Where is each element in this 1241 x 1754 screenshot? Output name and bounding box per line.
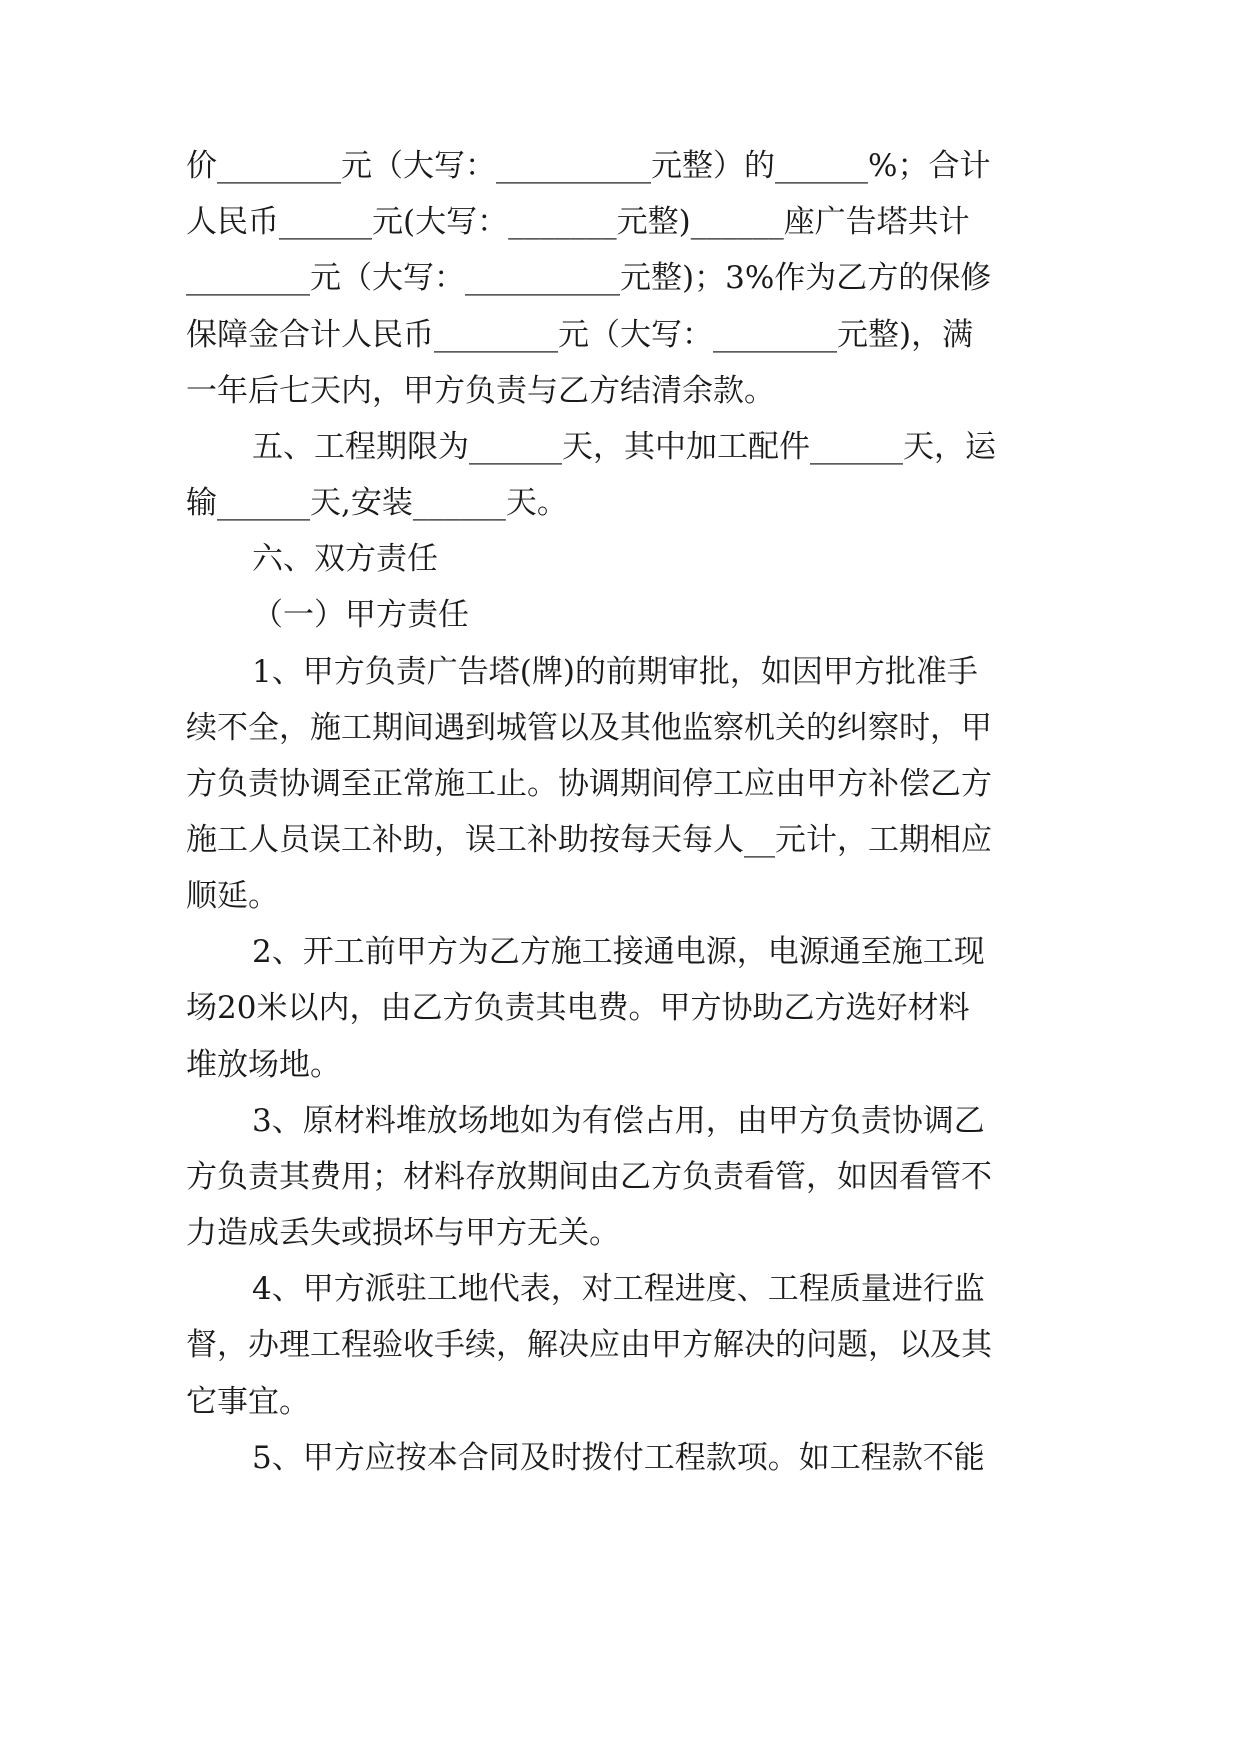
text-line [0, 1208, 1241, 1258]
text-line [0, 422, 1241, 472]
text-line-content: 4、甲方派驻工地代表，对工程进度、工程质量进行监 [252, 1271, 985, 1307]
text-line-content: 方负责协调至正常施工止。协调期间停工应由甲方补偿乙方 [186, 766, 992, 802]
text-line-content: 保障金合计人民币________元（大写：________元整)，满 [186, 317, 974, 353]
text-line-content: 力造成丢失或损坏与甲方无关。 [186, 1215, 620, 1251]
section-heading-text: 六、双方责任 [252, 541, 438, 577]
text-line [0, 815, 1241, 865]
text-line-content: 1、甲方负责广告塔(牌)的前期审批，如因甲方批准手 [252, 654, 978, 690]
text-line [0, 983, 1241, 1033]
text-line [0, 197, 1241, 247]
text-line [0, 1377, 1241, 1427]
text-line [0, 366, 1241, 416]
text-line-content: 施工人员误工补助，误工补助按每天每人__元计，工期相应 [186, 822, 992, 858]
text-line [0, 310, 1241, 360]
text-line-content: 续不全，施工期间遇到城管以及其他监察机关的纠察时，甲 [186, 710, 992, 746]
text-line [0, 1433, 1241, 1483]
text-line [0, 141, 1241, 191]
text-line-content: 方负责其费用；材料存放期间由乙方负责看管，如因看管不 [186, 1159, 992, 1195]
text-line-content: 它事宜。 [186, 1384, 310, 1420]
text-line-content: ________元（大写：__________元整)；3%作为乙方的保修 [186, 260, 992, 296]
text-line [0, 871, 1241, 921]
text-line [0, 703, 1241, 753]
text-line [0, 1264, 1241, 1314]
text-line [0, 253, 1241, 303]
text-line-content: 场20米以内，由乙方负责其电费。甲方协助乙方选好材料 [186, 990, 970, 1026]
text-line-content: 堆放场地。 [186, 1047, 341, 1083]
text-line-content: 人民币______元(大写：_______元整)______座广告塔共计 [186, 204, 970, 240]
text-line-content: 2、开工前甲方为乙方施工接通电源，电源通至施工现 [252, 934, 985, 970]
text-line [0, 1152, 1241, 1202]
text-line [0, 759, 1241, 809]
text-line [0, 1096, 1241, 1146]
text-line [0, 478, 1241, 528]
text-line [0, 1040, 1241, 1090]
text-line-content: 5、甲方应按本合同及时拨付工程款项。如工程款不能 [252, 1440, 985, 1476]
text-line-content: 五、工程期限为______天，其中加工配件______天，运 [252, 429, 996, 465]
subsection-heading [0, 590, 1241, 640]
text-line [0, 647, 1241, 697]
text-line [0, 927, 1241, 977]
section-heading [0, 534, 1241, 584]
text-line-content: 3、原材料堆放场地如为有偿占用，由甲方负责协调乙 [252, 1103, 985, 1139]
text-line-content: 顺延。 [186, 878, 279, 914]
subsection-heading-text: （一）甲方责任 [252, 597, 469, 633]
text-line [0, 1320, 1241, 1370]
text-line-content: 督，办理工程验收手续，解决应由甲方解决的问题，以及其 [186, 1327, 992, 1363]
text-line-content: 一年后七天内，甲方负责与乙方结清余款。 [186, 373, 775, 409]
text-line-content: 价________元（大写：__________元整）的______%；合计 [186, 148, 991, 184]
text-line-content: 输______天,安装______天。 [186, 485, 568, 521]
